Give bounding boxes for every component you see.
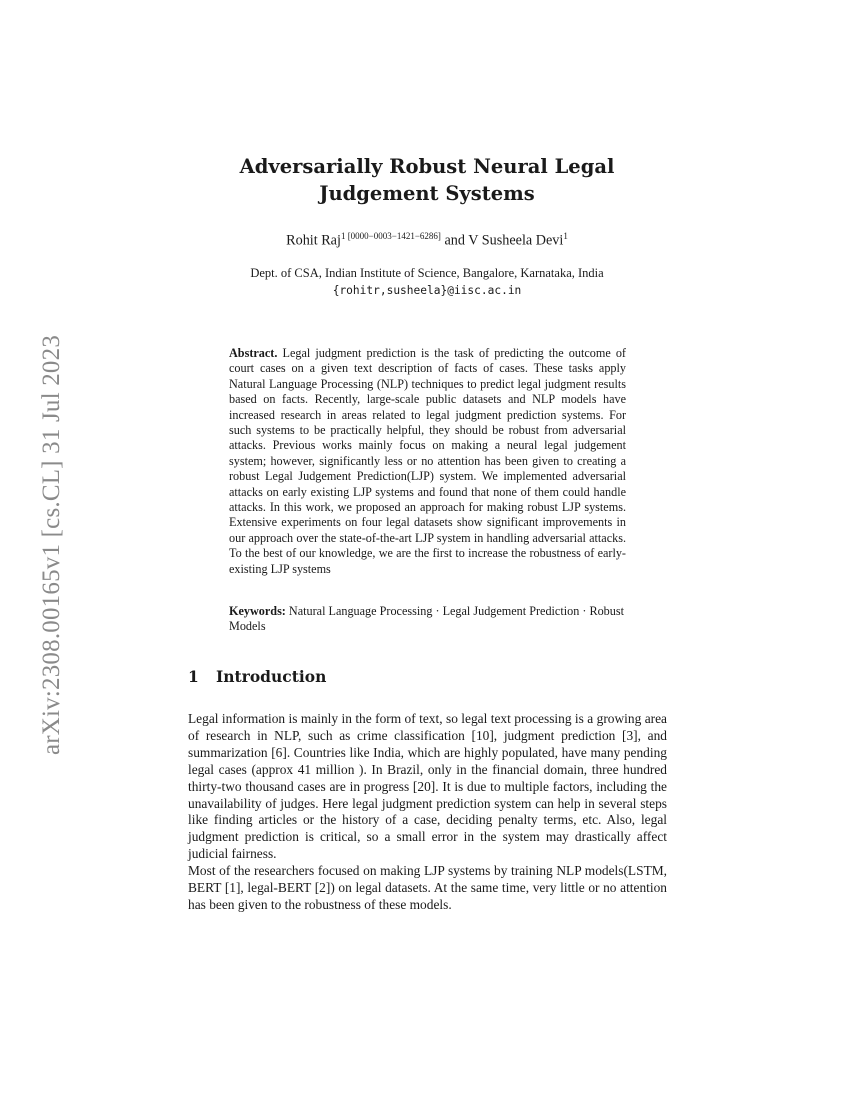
author-name: Rohit Raj bbox=[286, 232, 341, 249]
author-line bbox=[188, 231, 666, 250]
abstract-label: Abstract. bbox=[229, 346, 278, 360]
keywords bbox=[229, 604, 626, 635]
introduction-body bbox=[188, 711, 667, 914]
keywords-label: Keywords: bbox=[229, 604, 286, 618]
section-number: 1 bbox=[188, 667, 199, 686]
author-connector: and bbox=[440, 232, 469, 249]
section-title: Introduction bbox=[216, 667, 327, 686]
author-email: {rohitr,susheela}@iisc.ac.in bbox=[332, 284, 522, 297]
keywords-text: Natural Language Processing · Legal Judgement Prediction · Robust Models bbox=[229, 604, 624, 634]
author-name: V Susheela Devi bbox=[468, 232, 564, 249]
arxiv-identifier: arXiv:2308.00165v1 [cs.CL] 31 Jul 2023 bbox=[38, 334, 65, 756]
abstract-text: Legal judgment prediction is the task of predicting the outcome of court cases on a given text description of facts of cases. These tasks apply Natural Language Processing (NLP) techniques to predict legal judgment results based on facts. Recently, large-scale public datasets and NLP models have increased research in areas related to legal judgment prediction systems. For such systems to be practically helpful, they should be robust from adversarial attacks. Previous works mainly focus on making a neural legal judgement system; however, significantly less or no attention has been given to creating a robust Legal Judgement Prediction(LJP) system. We implemented adversarial attacks on early existing LJP systems and found that none of them could handle attacks. In this work, we proposed an approach for making robust LJP systems. Extensive experiments on four legal datasets show significant improvements in our approach over the state-of-the-art LJP system in handling adversarial attacks. To the best of our knowledge, we are the first to increase the robustness of early-existing LJP systems bbox=[229, 346, 626, 576]
paper-title: Adversarially Robust Neural Legal Judgement Systems bbox=[239, 155, 615, 205]
affiliation-text: Dept. of CSA, Indian Institute of Science, Bangalore, Karnataka, India bbox=[250, 266, 604, 280]
author-affiliation-mark: 1 bbox=[563, 231, 568, 241]
abstract bbox=[229, 346, 626, 577]
paragraph: Most of the researchers focused on making LJP systems by training NLP models(LSTM, BERT [1], legal-BERT [2]) on legal datasets. At the same time, very little or no attention has been given to the robustness of these models. bbox=[188, 863, 667, 912]
paragraph: Legal information is mainly in the form of text, so legal text processing is a growing area of research in NLP, such as crime classification [10], judgment prediction [3], and summarization [6]. Countries like India, which are highly populated, have many pending legal cases (approx 41 million ). In Brazil, only in the financial domain, three hundred thirty-two thousand cases are in progress [20]. It is due to multiple factors, including the unavailability of judges. Here legal judgment prediction system can help in several steps like finding articles or the history of a case, deciding penalty terms, etc. Also, legal judgment prediction is critical, so a small error in the system may drastically affect judicial fairness. bbox=[188, 711, 667, 862]
author-orcid: 1 [0000−0003−1421−6286] bbox=[340, 231, 441, 241]
affiliation-block bbox=[188, 265, 666, 299]
section-heading bbox=[188, 667, 326, 686]
